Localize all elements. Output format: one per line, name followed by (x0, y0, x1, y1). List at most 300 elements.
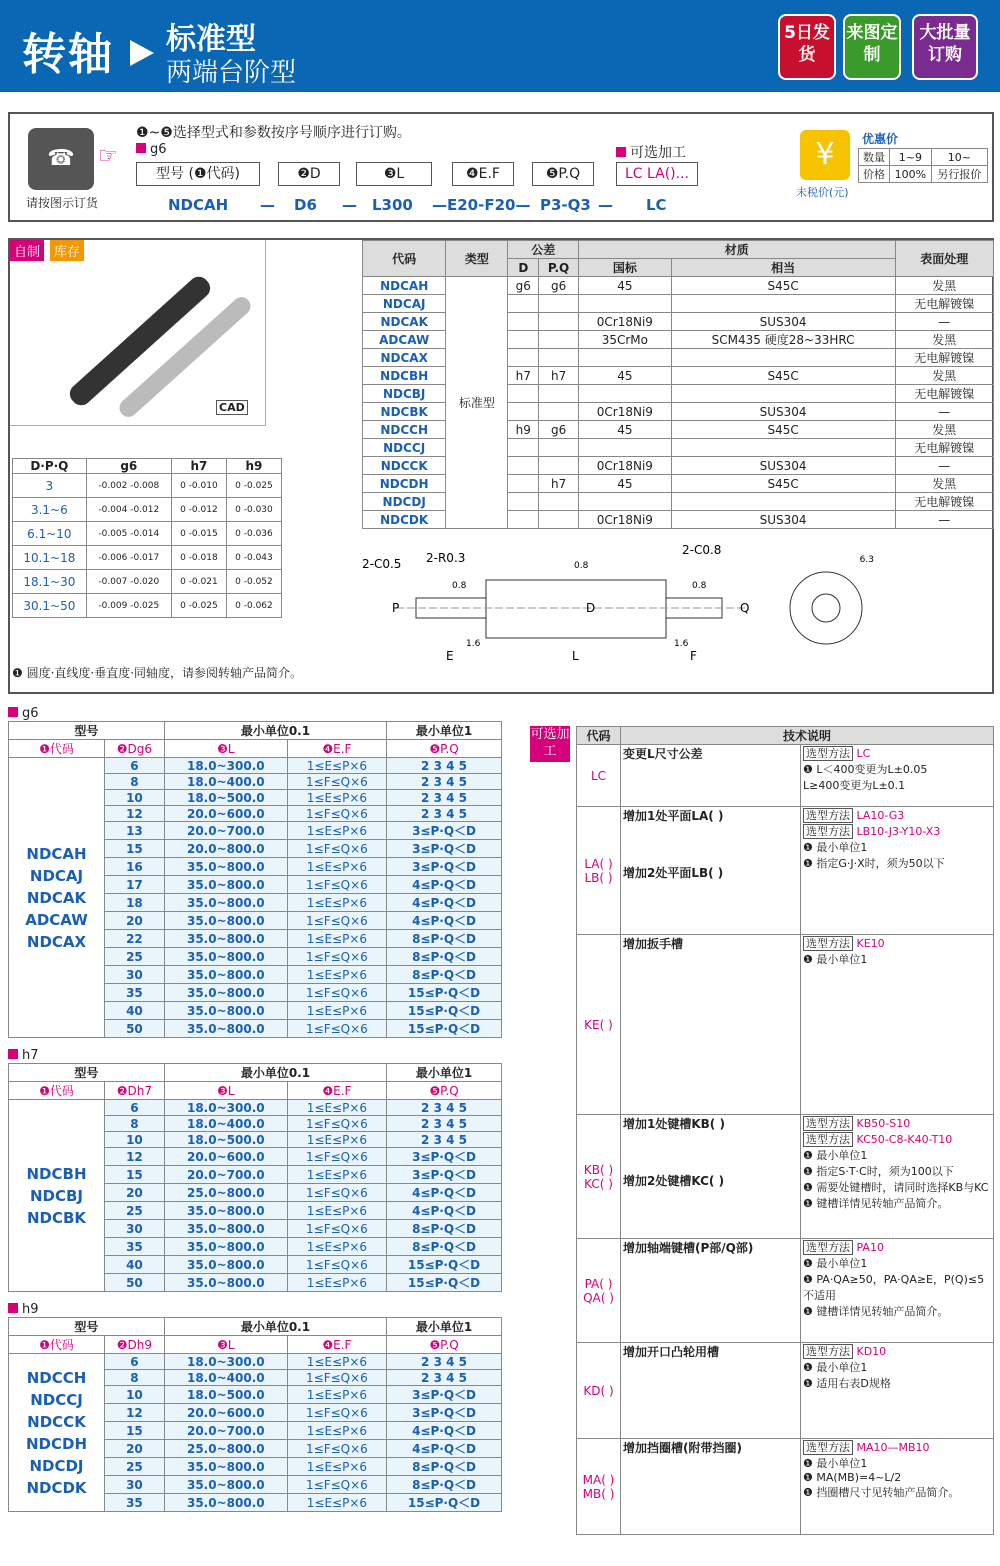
options-table (576, 726, 994, 1535)
sel-l: 18.0~500.0 (164, 790, 287, 806)
opt-code: MA( ) MB( ) (577, 1439, 621, 1535)
sel-subheader: ❹E.F (287, 740, 386, 758)
opt-note: ❶ 键槽详情见转轴产品简介。 (803, 1305, 949, 1318)
spec-cell: 45 (579, 367, 672, 385)
price-cell: 数量 (859, 149, 890, 166)
price-table (858, 148, 988, 183)
spec-cell (539, 313, 579, 331)
sel-l: 20.0~700.0 (164, 822, 287, 840)
sel-d: 12 (105, 806, 165, 822)
sel-ef: 1≤F≤Q×6 (287, 984, 386, 1002)
sel-code: ADCAW (25, 910, 88, 929)
spec-subheader: 国标 (579, 259, 672, 277)
spec-cell: 无电解镀镍 (895, 349, 994, 367)
sel-l: 18.0~300.0 (164, 1354, 287, 1370)
opt-method: KB50-S10 (856, 1117, 911, 1130)
tolerance-table (12, 458, 282, 618)
tol-cell: -0.009 -0.025 (86, 594, 171, 618)
badge-5day: 5日发货 (778, 14, 836, 80)
sel-d: 35 (105, 1494, 165, 1512)
field-l: ❸L (356, 162, 432, 186)
sel-pq: 2 3 4 5 (387, 774, 502, 790)
field-code: 型号 (❶代码) (136, 162, 260, 186)
spec-cell: 0Cr18Ni9 (579, 511, 672, 529)
sel-ef: 1≤E≤P×6 (287, 1274, 386, 1292)
sel-ef: 1≤E≤P×6 (287, 966, 386, 984)
sel-l: 20.0~700.0 (164, 1166, 287, 1184)
sel-ef: 1≤F≤Q×6 (287, 948, 386, 966)
sel-pq: 4≤P·Q＜D (387, 876, 502, 894)
spec-cell: SCM435 硬度28~33HRC (671, 331, 895, 349)
example-dash: — (598, 196, 613, 214)
spec-cell (508, 295, 539, 313)
spec-cell: 35CrMo (579, 331, 672, 349)
h7-table (8, 1063, 502, 1292)
sel-l: 25.0~800.0 (164, 1440, 287, 1458)
opt-method2: LB10-J3-Y10-X3 (856, 825, 941, 838)
sel-ef: 1≤F≤Q×6 (287, 1020, 386, 1038)
sel-l: 35.0~800.0 (164, 858, 287, 876)
sel-pq: 2 3 4 5 (387, 1116, 502, 1132)
h7-title: h7 (22, 1048, 39, 1063)
spec-cell (579, 439, 672, 457)
spec-subheader: P.Q (539, 259, 579, 277)
spec-code: NDCCJ (363, 439, 446, 457)
spec-cell: — (895, 403, 994, 421)
sel-codes (9, 758, 105, 1038)
spec-cell: S45C (671, 475, 895, 493)
example-code: NDCAH (168, 196, 229, 214)
sel-d: 50 (105, 1274, 165, 1292)
sel-header: 型号 (9, 722, 165, 740)
opt-select-label: 选型方法 (803, 1116, 853, 1131)
sel-d: 35 (105, 984, 165, 1002)
sel-pq: 4≤P·Q＜D (387, 1184, 502, 1202)
tol-cell: 6.1~10 (13, 522, 87, 546)
sel-l: 35.0~800.0 (164, 1202, 287, 1220)
example-dash: — (342, 196, 357, 214)
spec-header: 材质 (579, 241, 895, 259)
spec-cell (508, 349, 539, 367)
spec-cell: 发黑 (895, 421, 994, 439)
badge-bulk: 大批量订购 (912, 14, 978, 80)
opt-name: 增加1处键槽KB( ) (623, 1117, 725, 1131)
price-cell: 价格 (859, 166, 890, 183)
sel-l: 35.0~800.0 (164, 1494, 287, 1512)
roughness-16: 1.6 (466, 639, 481, 649)
sel-code: NDCDH (25, 1434, 88, 1453)
opt-select-label: 选型方法 (803, 936, 853, 951)
opt-name2: 增加2处平面LB( ) (623, 866, 724, 880)
sel-code: NDCAK (26, 888, 87, 907)
spec-code: NDCDJ (363, 493, 446, 511)
sel-l: 25.0~800.0 (164, 1184, 287, 1202)
opt-note: ❶ MA(MB)=4~L/2 (803, 1471, 902, 1484)
tol-cell: 0 -0.012 (171, 498, 226, 522)
tol-cell: 0 -0.010 (171, 474, 226, 498)
spec-cell (579, 295, 672, 313)
tol-cell: 30.1~50 (13, 594, 87, 618)
shaft-drawing (356, 540, 876, 690)
sel-code: NDCDK (26, 1478, 87, 1497)
sel-pq: 4≤P·Q＜D (387, 894, 502, 912)
sel-code: NDCBJ (29, 1186, 84, 1205)
sel-pq: 8≤P·Q＜D (387, 948, 502, 966)
sel-header: 最小单位0.1 (164, 722, 386, 740)
sel-l: 18.0~400.0 (164, 1370, 287, 1386)
spec-cell (508, 511, 539, 529)
opt-note: ❶ 最小单位1 (803, 1457, 868, 1470)
spec-cell: 无电解镀镍 (895, 295, 994, 313)
sel-ef: 1≤E≤P×6 (287, 1132, 386, 1148)
sel-ef: 1≤E≤P×6 (287, 1238, 386, 1256)
sel-pq: 4≤P·Q＜D (387, 912, 502, 930)
opt-name: 增加1处平面LA( ) (623, 809, 724, 823)
sel-l: 18.0~500.0 (164, 1132, 287, 1148)
sel-codes (9, 1100, 105, 1292)
opt-select-label: 选型方法 (803, 808, 853, 823)
spec-cell: 发黑 (895, 475, 994, 493)
price-cell: 另行报价 (931, 166, 987, 183)
opt-header: 代码 (577, 727, 621, 745)
label-f: F (690, 649, 697, 663)
sel-d: 25 (105, 948, 165, 966)
spec-code: NDCBH (363, 367, 446, 385)
spec-cell: S45C (671, 367, 895, 385)
sel-d: 20 (105, 1440, 165, 1458)
sel-pq: 2 3 4 5 (387, 758, 502, 774)
sel-d: 8 (105, 1116, 165, 1132)
sel-l: 20.0~600.0 (164, 806, 287, 822)
opt-note: ❶ PA·QA≥50，PA·QA≥E，P(Q)≤5不适用 (803, 1273, 985, 1302)
spec-cell: h7 (539, 367, 579, 385)
sel-l: 18.0~300.0 (164, 1100, 287, 1116)
opt-name-cell (621, 1439, 801, 1535)
sel-l: 35.0~800.0 (164, 930, 287, 948)
spec-cell: 45 (579, 277, 672, 295)
sel-d: 40 (105, 1256, 165, 1274)
opt-code: PA( ) QA( ) (577, 1239, 621, 1343)
spec-cell (539, 493, 579, 511)
spec-cell: — (895, 457, 994, 475)
sel-ef: 1≤F≤Q×6 (287, 840, 386, 858)
sel-l: 35.0~800.0 (164, 1256, 287, 1274)
subtitle-type: 标准型 (166, 22, 256, 57)
sel-subheader: ❺P.Q (387, 1336, 502, 1354)
opt-select-label: 选型方法 (803, 746, 853, 761)
opt-detail (801, 1343, 994, 1439)
order-instruction: ❶~❺选择型式和参数按序号顺序进行订购。 (136, 125, 411, 141)
spec-cell (539, 457, 579, 475)
spec-cell: SUS304 (671, 511, 895, 529)
example-pq: P3-Q3 (540, 196, 591, 214)
spec-cell: 45 (579, 475, 672, 493)
sel-pq: 4≤P·Q＜D (387, 1440, 502, 1458)
sel-pq: 8≤P·Q＜D (387, 1220, 502, 1238)
sel-d: 17 (105, 876, 165, 894)
spec-cell: 无电解镀镍 (895, 439, 994, 457)
sel-d: 6 (105, 758, 165, 774)
sel-pq: 2 3 4 5 (387, 1370, 502, 1386)
sel-header: 最小单位1 (387, 1318, 502, 1336)
spec-cell (508, 439, 539, 457)
product-image (10, 240, 266, 426)
sel-ef: 1≤F≤Q×6 (287, 912, 386, 930)
spec-code: NDCAH (363, 277, 446, 295)
spec-cell (508, 385, 539, 403)
sel-d: 22 (105, 930, 165, 948)
tol-cell: 0 -0.025 (171, 594, 226, 618)
sel-d: 8 (105, 1370, 165, 1386)
sel-ef: 1≤E≤P×6 (287, 1166, 386, 1184)
sel-d: 30 (105, 966, 165, 984)
sel-d: 15 (105, 1422, 165, 1440)
sel-subheader: ❷Dh7 (105, 1082, 165, 1100)
opt-name-cell (621, 745, 801, 807)
phone-icon: ☎ (28, 128, 94, 190)
sel-l: 18.0~500.0 (164, 1386, 287, 1404)
spec-cell (539, 295, 579, 313)
opt-method: KE10 (856, 937, 885, 950)
spec-type: 标准型 (446, 277, 508, 529)
cad-badge: CAD (216, 400, 248, 415)
price-title: 优惠价 (862, 132, 899, 146)
opt-method: PA10 (856, 1241, 884, 1254)
spec-cell (579, 385, 672, 403)
phone-label: 请按图示订货 (26, 196, 99, 210)
sel-d: 15 (105, 840, 165, 858)
tol-cell: 0 -0.043 (226, 546, 281, 570)
sel-l: 35.0~800.0 (164, 1458, 287, 1476)
tol-cell: 0 -0.062 (226, 594, 281, 618)
sel-subheader: ❶代码 (9, 740, 105, 758)
opt-method: KD10 (856, 1345, 887, 1358)
g6-table (8, 721, 502, 1038)
opt-detail (801, 1439, 994, 1535)
spec-cell (539, 349, 579, 367)
sel-d: 18 (105, 894, 165, 912)
opt-note: ❶ 挡圈槽尺寸见转轴产品简介。 (803, 1486, 960, 1499)
example-ef: —E20-F20— (432, 196, 531, 214)
sel-header: 最小单位0.1 (164, 1064, 386, 1082)
opt-select-label: 选型方法 (803, 824, 853, 839)
sel-pq: 2 3 4 5 (387, 806, 502, 822)
tol-header: h7 (171, 459, 226, 474)
sel-subheader: ❷Dg6 (105, 740, 165, 758)
opt-select-label: 选型方法 (803, 1240, 853, 1255)
page-header (0, 0, 1000, 92)
tol-cell: 3.1~6 (13, 498, 87, 522)
sel-ef: 1≤E≤P×6 (287, 758, 386, 774)
tag-stock: 库存 (50, 240, 84, 261)
optional-label: 可选加工 (630, 145, 686, 161)
sel-l: 18.0~300.0 (164, 758, 287, 774)
spec-subheader: D (508, 259, 539, 277)
sel-pq: 15≤P·Q＜D (387, 1002, 502, 1020)
tol-cell: -0.007 -0.020 (86, 570, 171, 594)
sel-d: 13 (105, 822, 165, 840)
spec-cell: 无电解镀镍 (895, 385, 994, 403)
sel-d: 10 (105, 790, 165, 806)
price-tax-label: 未税价(元) (796, 186, 849, 199)
spec-cell (671, 385, 895, 403)
spec-cell (508, 331, 539, 349)
opt-method: LC (856, 747, 871, 760)
sel-l: 20.0~700.0 (164, 1422, 287, 1440)
badge-custom: 来图定制 (843, 14, 901, 80)
sel-pq: 2 3 4 5 (387, 1100, 502, 1116)
roughness-08: 0.8 (692, 581, 707, 591)
sel-d: 30 (105, 1476, 165, 1494)
sel-ef: 1≤E≤P×6 (287, 1458, 386, 1476)
price-cell: 100% (889, 166, 931, 183)
sel-pq: 15≤P·Q＜D (387, 1494, 502, 1512)
sel-l: 20.0~600.0 (164, 1148, 287, 1166)
h9-title: h9 (22, 1302, 39, 1317)
sel-d: 35 (105, 1238, 165, 1256)
opt-name-cell (621, 1115, 801, 1239)
spec-cell: h9 (508, 421, 539, 439)
opt-method: MA10—MB10 (856, 1441, 930, 1454)
spec-cell (508, 493, 539, 511)
tol-cell: 0 -0.052 (226, 570, 281, 594)
sel-code: NDCAX (26, 932, 87, 951)
tol-cell: 0 -0.018 (171, 546, 226, 570)
sel-header: 型号 (9, 1318, 165, 1336)
spec-cell: h7 (539, 475, 579, 493)
spec-code: NDCCK (363, 457, 446, 475)
sel-d: 10 (105, 1132, 165, 1148)
tol-cell: 0 -0.030 (226, 498, 281, 522)
opt-note: ❶ 最小单位1 (803, 1257, 868, 1270)
sel-subheader: ❺P.Q (387, 1082, 502, 1100)
field-options: LC LA()... (616, 162, 698, 186)
sel-pq: 2 3 4 5 (387, 1132, 502, 1148)
sel-d: 12 (105, 1148, 165, 1166)
sel-code: NDCAJ (29, 866, 84, 885)
opt-note: ❶ 最小单位1 (803, 1149, 868, 1162)
spec-cell: g6 (539, 277, 579, 295)
opt-note: ❶ 最小单位1 (803, 953, 868, 966)
opt-note: ❶ 最小单位1 (803, 841, 868, 854)
spec-cell (539, 511, 579, 529)
arrow-right-icon (130, 40, 154, 66)
spec-table (362, 240, 994, 529)
opt-detail (801, 745, 994, 807)
spec-cell: S45C (671, 277, 895, 295)
tol-cell: 3 (13, 474, 87, 498)
opt-name2: 增加2处键槽KC( ) (623, 1174, 725, 1188)
spec-header: 公差 (508, 241, 579, 259)
spec-header: 类型 (446, 241, 508, 277)
opt-note: ❶ 指定G·J·X时，须为50以下 (803, 857, 945, 870)
sel-d: 15 (105, 1166, 165, 1184)
sel-l: 18.0~400.0 (164, 1116, 287, 1132)
sel-d: 20 (105, 1184, 165, 1202)
spec-subheader: 相当 (671, 259, 895, 277)
h9-table (8, 1317, 502, 1512)
sel-header: 最小单位0.1 (164, 1318, 386, 1336)
opt-note: L≥400变更为L±0.1 (803, 779, 906, 792)
opt-note: ❶ 键槽详情见转轴产品简介。 (803, 1197, 949, 1210)
tol-cell: -0.005 -0.014 (86, 522, 171, 546)
sel-code: NDCCH (26, 1368, 87, 1387)
sel-l: 35.0~800.0 (164, 894, 287, 912)
sel-ef: 1≤E≤P×6 (287, 790, 386, 806)
sel-ef: 1≤F≤Q×6 (287, 1148, 386, 1166)
sel-l: 18.0~400.0 (164, 774, 287, 790)
sel-subheader: ❺P.Q (387, 740, 502, 758)
opt-detail (801, 1115, 994, 1239)
label-d: D (586, 601, 596, 615)
page-title: 转轴 (22, 29, 114, 80)
spec-code: NDCBK (363, 403, 446, 421)
sel-ef: 1≤E≤P×6 (287, 822, 386, 840)
sel-pq: 4≤P·Q＜D (387, 1422, 502, 1440)
sel-ef: 1≤E≤P×6 (287, 1354, 386, 1370)
sel-code: NDCBK (26, 1208, 87, 1227)
sel-header: 型号 (9, 1064, 165, 1082)
opt-name-cell (621, 807, 801, 935)
opt-name: 增加挡圈槽(附带挡圈) (623, 1441, 742, 1455)
tol-cell: -0.004 -0.012 (86, 498, 171, 522)
spec-cell: h7 (508, 367, 539, 385)
order-box (8, 112, 994, 222)
example-d: D6 (294, 196, 317, 214)
sel-pq: 15≤P·Q＜D (387, 984, 502, 1002)
spec-code: NDCBJ (363, 385, 446, 403)
sel-l: 35.0~800.0 (164, 1476, 287, 1494)
field-ef: ❹E.F (452, 162, 514, 186)
sel-subheader: ❷Dh9 (105, 1336, 165, 1354)
roughness-16: 1.6 (674, 639, 689, 649)
field-pq: ❺P.Q (532, 162, 594, 186)
sel-pq: 4≤P·Q＜D (387, 1202, 502, 1220)
sel-subheader: ❸L (164, 1082, 287, 1100)
tol-cell: 0 -0.015 (171, 522, 226, 546)
spec-cell: SUS304 (671, 403, 895, 421)
options-tag: 可选加工 (530, 726, 570, 762)
sel-ef: 1≤E≤P×6 (287, 1422, 386, 1440)
spec-cell (579, 493, 672, 511)
opt-name: 增加开口凸轮用槽 (623, 1345, 720, 1359)
g6-label: g6 (150, 142, 167, 157)
sel-l: 35.0~800.0 (164, 984, 287, 1002)
sel-codes (9, 1354, 105, 1512)
spec-cell (508, 403, 539, 421)
sel-pq: 3≤P·Q＜D (387, 1166, 502, 1184)
opt-header: 技术说明 (621, 727, 994, 745)
spec-cell (671, 295, 895, 313)
sel-ef: 1≤F≤Q×6 (287, 1404, 386, 1422)
sel-ef: 1≤F≤Q×6 (287, 1220, 386, 1238)
spec-code: ADCAW (363, 331, 446, 349)
subtitle-shape: 两端台阶型 (166, 58, 297, 88)
spec-cell (539, 331, 579, 349)
label-p: P (392, 601, 400, 615)
sel-subheader: ❹E.F (287, 1336, 386, 1354)
label-r03: 2-R0.3 (426, 551, 466, 565)
spec-cell (579, 349, 672, 367)
label-l: L (572, 649, 579, 663)
field-d: ❷D (278, 162, 340, 186)
spec-code: NDCAJ (363, 295, 446, 313)
sel-d: 50 (105, 1020, 165, 1038)
opt-name-cell (621, 1239, 801, 1343)
sel-ef: 1≤E≤P×6 (287, 1494, 386, 1512)
sel-ef: 1≤E≤P×6 (287, 1386, 386, 1404)
sel-ef: 1≤E≤P×6 (287, 1100, 386, 1116)
